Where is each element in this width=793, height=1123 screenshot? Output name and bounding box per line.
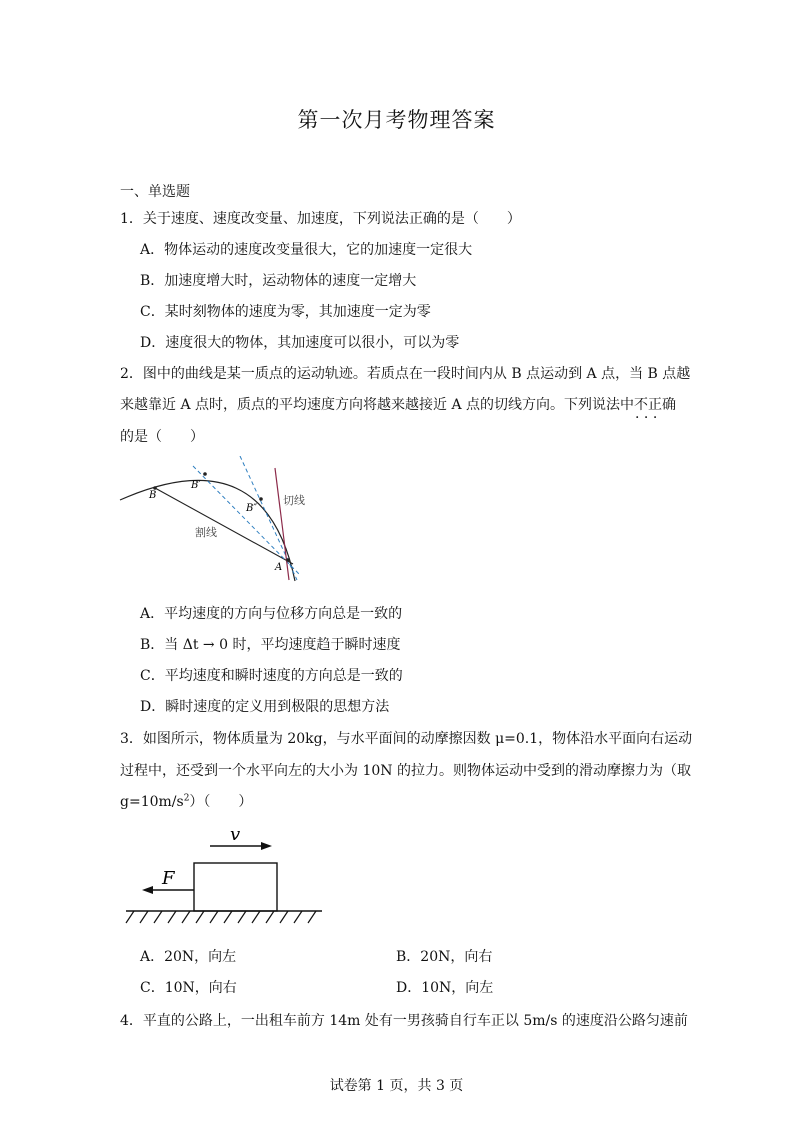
label-tangent: 切线 xyxy=(283,494,305,507)
q1-stem: 1．关于速度、速度改变量、加速度，下列说法正确的是（ ） xyxy=(120,211,521,227)
label-f: F xyxy=(162,868,175,889)
label-a: A xyxy=(275,562,283,573)
q2-stem-line2 xyxy=(120,394,676,414)
q3-option-d: D．10N，向左 xyxy=(396,980,494,996)
q2-emphasis: 不正确 · · · xyxy=(634,397,676,413)
point-a xyxy=(286,558,290,562)
q3-stem-line2: 过程中，还受到一个水平向左的大小为 10N 的拉力。则物体运动中受到的滑动摩擦力为（取 xyxy=(120,763,691,779)
q2-option-c: C．平均速度和瞬时速度的方向总是一致的 xyxy=(140,668,403,684)
q3-stem-line3 xyxy=(120,791,252,811)
label-b: B xyxy=(149,490,157,501)
q1-option-c: C．某时刻物体的速度为零，其加速度一定为零 xyxy=(140,304,431,320)
label-secant: 割线 xyxy=(195,526,217,539)
label-b2: B″ xyxy=(246,503,258,514)
dashed-line-b1 xyxy=(193,466,299,574)
q2-option-d: D．瞬时速度的定义用到极限的思想方法 xyxy=(140,699,390,715)
q1-option-b: B．加速度增大时，运动物体的速度一定增大 xyxy=(140,273,417,289)
force-arrow-head xyxy=(142,886,153,894)
ground-hatching xyxy=(126,911,316,923)
q2-stem-line2-text: 来越靠近 A 点时，质点的平均速度方向将越来越接近 A 点的切线方向。下列说法中 xyxy=(120,397,635,413)
q1-option-a: A．物体运动的速度改变量很大，它的加速度一定很大 xyxy=(140,242,473,258)
q2-option-b: B．当 Δt → 0 时，平均速度趋于瞬时速度 xyxy=(140,637,401,653)
q3-option-c: C．10N，向右 xyxy=(140,980,237,996)
q3-option-a: A．20N，向左 xyxy=(140,949,237,965)
section-heading: 一、单选题 xyxy=(120,184,190,200)
point-b2 xyxy=(259,497,263,501)
q2-stem-line3: 的是（ ） xyxy=(120,429,204,445)
velocity-arrow-head xyxy=(261,842,272,850)
q2-stem-line1: 2．图中的曲线是某一质点的运动轨迹。若质点在一段时间内从 B 点运动到 A 点，当 B 点越 xyxy=(120,366,691,382)
q3-option-b: B．20N，向右 xyxy=(396,949,493,965)
q2-option-a: A．平均速度的方向与位移方向总是一致的 xyxy=(140,606,403,622)
q1-option-d: D．速度很大的物体，其加速度可以很小，可以为零 xyxy=(140,335,460,351)
page-footer: 试卷第 1 页，共 3 页 xyxy=(329,1078,464,1094)
q3-superscript: 2 xyxy=(183,793,190,804)
label-b1: B′ xyxy=(191,480,201,491)
q3-block-figure xyxy=(120,820,330,930)
q4-stem-line1: 4．平直的公路上，一出租车前方 14m 处有一男孩骑自行车正以 5m/s 的速度沿公路匀速前 xyxy=(120,1013,688,1029)
point-b1 xyxy=(203,472,207,476)
page-title: 第一次月考物理答案 xyxy=(297,108,496,132)
q3-line3-text: g=10m/s xyxy=(120,794,184,810)
label-v: v xyxy=(230,824,241,845)
q3-line3-paren: ）（ ） xyxy=(189,794,253,810)
q3-stem-line1: 3．如图所示，物体质量为 20kg，与水平面间的动摩擦因数 μ=0.1，物体沿水平面向右运动 xyxy=(120,731,693,747)
q2-trajectory-figure xyxy=(115,456,325,586)
block xyxy=(194,863,277,911)
